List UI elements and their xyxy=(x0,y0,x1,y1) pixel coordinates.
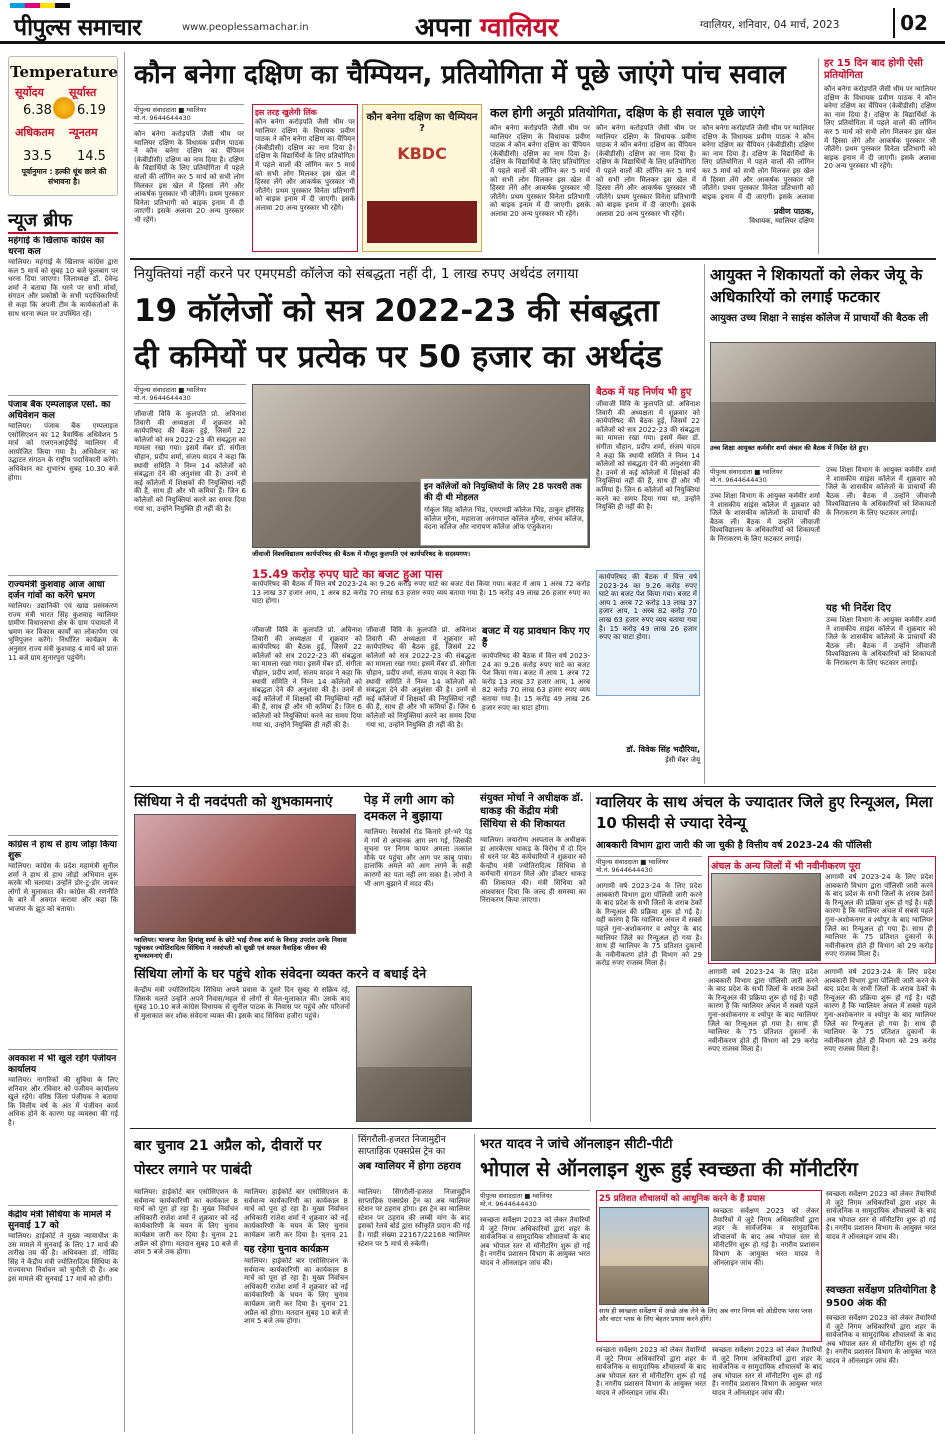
ju-directions-title: यह भी निर्देश दिए xyxy=(826,603,891,614)
cleanliness-byline xyxy=(480,1190,590,1210)
election-right-divider xyxy=(352,1134,353,1434)
ju-byline xyxy=(710,466,820,486)
condolence-photo xyxy=(356,986,472,1122)
brief-body: ग्वालियर। नागरिकों की सुविधा के लिए शनिवार और रविवार को पंजीयन कार्यालय खुले रहेंगे। वरिष्ठ जिला पंजीयक ने बताया कि वित्तीय वर्ष के अंत में पंजीयन कार्य अधिक होने के कारण यह व्यवस्था की गई है। xyxy=(8,1076,118,1127)
kbdc-sidebar-title: हर 15 दिन बाद होगी ऐसी प्रतियोगिता xyxy=(824,58,923,81)
brief-body: ग्वालियर। महंगाई के खिलाफ कांग्रेस द्वारा कल 5 मार्च को सुबह 10 बजे फूलबाग पर धरना दिया जाएगा। जिलाध्यक्ष डॉ. देवेन्द्र शर्मा ने बताया कि धरने पर सभी मोर्चा, संगठन और प्रकोष्ठों के सभी पदाधिकारियों से कहा कि अपनी टीम के कार्यकर्ताओं के साथ धरना स्थल पर उपस्थित रहें। xyxy=(8,258,118,318)
brief-item xyxy=(8,1054,118,1206)
election-schedule-title: यह रहेगा चुनाव कार्यक्रम xyxy=(244,1244,329,1255)
ju-meeting-photo xyxy=(710,342,936,442)
forecast-text: पूर्वानुमान : हल्की धूंध छाने की संभावना है। xyxy=(21,167,107,186)
colleges-overlay-body: गोकुल सिंह कॉलेज भिंड, एमएमडी कॉलेज भिंड, ठाकुर हरिसिंह कॉलेज मुरैना, महाराजा अनंगपाल कॉलेज मुरैना, संभव कॉलेज, वंदना कॉलेज और नारायण कॉलेज ऑफ एजुकेशन। xyxy=(424,506,584,532)
complaint-right-divider xyxy=(590,792,591,1122)
news-brief-title xyxy=(8,208,118,234)
decision-body: जीवाजी विवि के कुलपति प्रो. अविनाश तिवारी की अध्यक्षता में शुक्रवार को कार्यपरिषद की बैठक हुई, जिसमें 22 कॉलेजों को सत्र 2022-23 की संबद्धता का मामला रखा गया। इसमें मेंबर डॉ. संगीता चौहान, प्रदीप शर्मा, संजय यादव ने कहा कि स्थायी समिति ने निम्न 14 कॉलेजों को संबद्धता देने की अनुशंसा की है। उनमें से कई कॉलेजों में शिक्षकों की नियुक्तियां नहीं की हैं, साथ ही और भी कमियां हैं। जिन 6 कॉलेजों को नियुक्तियां करने का समय दिया गया था, उन्होंने नियुक्ति ही नहीं की है। xyxy=(596,400,700,512)
sun-icon xyxy=(53,97,75,119)
decision-quote-name: डॉ. विवेक सिंह भदौरिया, xyxy=(626,745,700,754)
brief-body: ग्वालियर। कांग्रेस के प्रदेश महामंत्री सुनील शर्मा ने हाथ से हाथ जोड़ो अभियान शुरू करके भी चलाया। उन्होंने डोर-टू-डोर जाकर लोगों से मुलाकात की। कांग्रेस की रणनीति के बारे में अवगत कराया और कहा कि भाजपा के झूठ को बताया। xyxy=(8,862,118,913)
brief-body: ग्वालियर। पंजाब बैंक एम्पलाइज एसोसिएशन का 12 त्रैवार्षिक अधिवेशन 5 मार्च को एलएनआईपीई ग्वालियर में आयोजित किया गया है। अधिवेशन का उद्घाटन संगठन के राष्ट्रीय पदाधिकारी करेंगे। अधिवेशन का शुभारंभ सुबह 10.30 बजे होगा। xyxy=(8,422,118,482)
ju-photo-caption: उच्च शिक्षा आयुक्त कर्मवीर शर्मा अंचल की बैठक में निर्देश देते हुए। xyxy=(710,444,936,462)
kbdc-quote-role: विधायक, ग्वालियर दक्षिण xyxy=(749,217,814,225)
ju-directions-body: उच्च शिक्षा विभाग के आयुक्त कर्मवीर शर्मा ने शासकीय साइंस कॉलेज में शुक्रवार को जिले के शासकीय कॉलेजों के प्राचार्यों की बैठक ली। बैठक में उन्होंने जीवाजी विश्वविद्यालय के अधिकारियों को शिकायतों के निराकरण के लिए फटकार लगाई। xyxy=(826,616,936,667)
train-right-divider xyxy=(474,1134,475,1434)
wedding-photo-caption: ग्वालियर। भाजपा नेता हिमांशु शर्मा के छोटे भाई रौनक शर्मा के विवाह उपरांत उनके निवास पहुंचकर ज्योतिरादित्य सिंधिया ने नवदंपती को सुखी एवं सफल वैवाहिक जीवन की शुभकामनाएं दीं। xyxy=(134,936,356,962)
website-url: www.peoplessamachar.in xyxy=(182,22,309,33)
kbdc-promo-box xyxy=(362,104,482,252)
election-body: ग्वालियर। हाईकोर्ट बार एसोसिएशन के सर्वमान्य कार्यकारिणी का कार्यकाल 8 मार्च को पूरा हो रहा है। मुख्य निर्वाचन अधिकारी राजेश शर्मा ने शुक्रवार को नई कार्यकारिणी के चयन के लिए चुनाव कार्यक्रम जारी कर दिया है। चुनाव 21 अप्रैल को होगा। मतदान सुबह 10 बजे से शाम 5 बजे तक होगा। xyxy=(134,1188,238,1257)
masthead-logo: पीपुल्स समाचार xyxy=(14,14,142,41)
complaint-headline: संयुक्त मोर्चा ने अधीक्षक डॉ. धाकड़ की केंद्रीय मंत्री सिंधिया से की शिकायत xyxy=(480,793,584,830)
liquor-byline-text: पीपुल्स संवाददाता ■ ग्वालियर xyxy=(596,858,669,866)
kbdc-promo-strip xyxy=(367,201,477,243)
cleanliness-kicker: भरत यादव ने जांचे ऑनलाइन सीटी-पीटी xyxy=(480,1137,673,1152)
liquor-mobile: मो.नं. 9644644430 xyxy=(596,866,653,874)
train-kicker: सिंगरौली-हजरत निजामुद्दीन साप्ताहिक एक्सप्रेस ट्रेन का xyxy=(358,1135,446,1157)
sunrise-label: सूर्योदय xyxy=(15,86,44,99)
brief-item xyxy=(8,400,118,576)
election-body-cont: ग्वालियर। हाईकोर्ट बार एसोसिएशन के सर्वमान्य कार्यकारिणी का कार्यकाल 8 मार्च को पूरा हो रहा है। मुख्य निर्वाचन अधिकारी राजेश शर्मा ने शुक्रवार को नई कार्यकारिणी के चयन के लिए चुनाव कार्यक्रम जारी कर दिया है। चुनाव 21 xyxy=(244,1188,348,1238)
train-body: ग्वालियर। सिंगरौली-हजरत निजामुद्दीन साप्ताहिक एक्सप्रेस ट्रेन का अब ग्वालियर स्टेशन पर ठहराव होगा। इस ट्रेन का ग्वालियर स्टेशन पर ठहराव की लम्बी मांग के बाद इसको रेलवे बोर्ड द्वारा स्वीकृति प्रदान की गई है। गाड़ी संख्या 22167/22168 ग्वालियर स्टेशन पर 5 मार्च से रुकेगी। xyxy=(358,1188,470,1248)
kbdc-sidebar xyxy=(824,58,936,254)
liquor-subheadline: आबकारी विभाग द्वारा जारी की जा चुकी है वित्तीय वर्ष 2023-24 की पॉलिसी xyxy=(596,840,872,851)
kbdc-byline-text: पीपुल्स संवाददाता ■ ग्वालियर xyxy=(134,106,207,114)
cleanliness-photo-caption: साथ ही स्वच्छता सर्वेक्षण में अच्छे अंक लेने के लिए अब नगर निगम को ओडीएफ प्लस प्लस और वाटर प्लस के लिए बेहतर प्रयास करने होंगे। xyxy=(599,1307,819,1341)
liquor-body-cont: आगामी वर्ष 2023-24 के लिए प्रदेश आबकारी विभाग द्वारा पॉलिसी जारी करने के बाद प्रदेश के सभी जिलों के शराब ठेकों के रिन्यूअल की प्रक्रिया शुरू हो गई है। यही कारण है कि ग्वालियर अंचल में सबसे पहले गुना-अशोकनगर व श्योपुर के बाद ग्वालियर जिले का रिन्यूअल हो गया है। साथ ही ग्वालियर के 75 प्रतिशत दुकानों के नवीनीकरण होते ही विभाग को 29 करोड़ रुपए राजस्व मिला है। xyxy=(708,968,818,1054)
kbdc-sidebar-divider xyxy=(818,58,819,254)
budget-provision xyxy=(482,626,590,780)
masthead-bar xyxy=(0,0,945,44)
scindia-wish-headline: सिंधिया ने दी नवदंपती को शुभकामनाएं xyxy=(134,794,333,810)
cleanliness-headline: भोपाल से ऑनलाइन शुरू हुई स्वच्छता की मॉनीटरिंग xyxy=(480,1157,858,1181)
brief-headline: केंद्रीय मंत्री सिंधिया के मामले में सुनवाई 17 को xyxy=(8,1210,111,1231)
cleanliness-box xyxy=(596,1190,822,1342)
cleanliness-side xyxy=(826,1190,936,1438)
left-column-divider xyxy=(124,52,125,1432)
ju-headline: आयुक्त ने शिकायतों को लेकर जेयू के अधिकारियों को लगाई फटकार xyxy=(710,266,923,306)
liquor-headline: ग्वालियर के साथ अंचल के ज्यादातर जिले हुए रिन्यूअल, मिला 10 फीसदी से ज्यादा रेवेन्यू xyxy=(596,793,933,832)
budget-provision-body: कार्यपरिषद की बैठक में वित्त वर्ष 2023-24 का 9.26 करोड़ रुपए घाटे का बजट पेश किया गया। बजट में आय 1 अरब 72 करोड़ 13 लाख 37 हजार आय, 1 अरब 82 करोड़ 70 लाख 63 हजार रुपए व्यय बताया गया है। 15 करोड़ 49 लाख 26 हजार रुपए का घाटा होगा। xyxy=(482,652,590,712)
ju-byline-text: पीपुल्स संवाददाता ■ ग्वालियर xyxy=(710,468,783,476)
news-brief-label: न्यूज ब्रीफ xyxy=(8,210,73,231)
colleges-right-divider xyxy=(704,264,705,784)
brief-headline: महंगाई के खिलाफ कांग्रेस का धरना कल xyxy=(8,236,105,257)
ju-body: उच्च शिक्षा विभाग के आयुक्त कर्मवीर शर्मा ने शासकीय साइंस कॉलेज में शुक्रवार को जिले के शासकीय कॉलेजों के प्राचार्यों की बैठक ली। बैठक में उन्होंने जीवाजी विश्वविद्यालय के अधिकारियों को शिकायतों के निराकरण के लिए फटकार लगाई। xyxy=(710,492,820,543)
colleges-photo-caption: जीवाजी विश्वविद्यालय कार्यपरिषद की बैठक में मौजूद कुलपति एवं कार्यपरिषद के सदस्यगण। xyxy=(252,550,590,559)
sunset-value: 6.19 xyxy=(77,103,106,118)
kbdc-sidebar-body: कौन बनेगा करोड़पति जैसी थीम पर ग्वालियर दक्षिण के विधायक प्रवीण पाठक ने कौन बनेगा दक्षिण का चैंपियन (केबीडीसी) दक्षिण का नाम दिया है। दक्षिण के विद्यार्थियों के लिए प्रतियोगिता में पहले वालों की लॉगिन कर 5 मार्च को सभी लोग मिलकर इस खेल में हिस्सा लेंगे और आकर्षक पुरस्कार भी जीतेंगे। प्रथम पुरस्कार विनेता प्रतिभागी को बाइक इनाम में दी जाएगी। इसके अलावा 20 अन्य पुरस्कार भी रहेंगे। xyxy=(824,85,936,171)
complaint-body: ग्वालियर। जयारोग्य अस्पताल के अधीक्षक डा आरकेएस धाकड़ के विरोध में दो दिन से धरने पर बैठे कर्मचारियों ने शुक्रवार को केन्द्रीय मंत्री ज्योतिरादित्य सिंधिया से कर्मचारी संगठन मिले और डॉक्टर धाकड़ की शिकायत की। मंत्री सिंधिया को आश्वासन दिया कि जल्द ही समस्या का निराकरण किया जाएगा। xyxy=(480,836,586,905)
brief-headline: पंजाब बैंक एम्पलाइज एसो. का अधिवेशन कल xyxy=(8,400,111,421)
liquor-box-body: आगामी वर्ष 2023-24 के लिए प्रदेश आबकारी विभाग द्वारा पॉलिसी जारी करने के बाद प्रदेश के सभी जिलों के शराब ठेकों के रिन्यूअल की प्रक्रिया शुरू हो गई है। यही कारण है कि ग्वालियर अंचल में सबसे पहले गुना-अशोकनगर व श्योपुर के बाद ग्वालियर जिले का रिन्यूअल हो गया है। साथ ही ग्वालियर के 75 प्रतिशत दुकानों के नवीनीकरण होते ही विभाग को 29 करोड़ रुपए राजस्व मिला है। xyxy=(825,873,933,959)
ju-mobile: मो.नं. 9644644430 xyxy=(710,476,767,484)
section-title-gwalior: ग्वालियर xyxy=(479,13,559,43)
cleanliness-body-cont: स्वच्छता सर्वेक्षण 2023 को लेकर तैयारियों में जुटे निगम अधिकारियों द्वारा शहर के सार्वजनिक व सामुदायिक शौचालयों के बाद अब भोपाल स्तर से मॉनीटरिंग शुरू हो गई है। नगरीय प्रशासन विभाग के आयुक्त भरत यादव ने ऑनलाइन जांच की। xyxy=(596,1346,706,1397)
election-schedule-body: ग्वालियर। हाईकोर्ट बार एसोसिएशन के सर्वमान्य कार्यकारिणी का कार्यकाल 8 मार्च को पूरा हो रहा है। मुख्य निर्वाचन अधिकारी राजेश शर्मा ने शुक्रवार को नई कार्यकारिणी के चयन के लिए चुनाव कार्यक्रम जारी कर दिया है। चुनाव 21 अप्रैल को होगा। मतदान सुबह 10 बजे से शाम 5 बजे तक होगा। xyxy=(244,1257,348,1326)
election-headline: बार चुनाव 21 अप्रैल को, दीवारों पर पोस्टर लगाने पर पाबंदी xyxy=(134,1138,322,1178)
kbdc-body-cont2: कौन बनेगा करोड़पति जैसी थीम पर ग्वालियर दक्षिण के विधायक प्रवीण पाठक ने कौन बनेगा दक्षिण का चैंपियन (केबीडीसी) दक्षिण का नाम दिया है। दक्षिण के विद्यार्थियों के लिए प्रतियोगिता में पहले वालों की लॉगिन कर 5 मार्च को सभी लोग मिलकर इस खेल में हिस्सा लेंगे और आकर्षक पुरस्कार भी जीतेंगे। प्रथम पुरस्कार विनेता प्रतिभागी को बाइक इनाम में दी जाएगी। इसके अलावा 20 अन्य पुरस्कार भी रहेंगे। xyxy=(596,124,696,218)
colleges-byline xyxy=(134,384,246,404)
max-label: अधिकतम xyxy=(15,126,55,139)
temperature-title: Temperature xyxy=(10,63,118,81)
decision-title: बैठक में यह निर्णय भी हुए xyxy=(596,387,692,398)
liquor-shop-photo xyxy=(711,873,821,961)
ju-subheadline: आयुक्त उच्च शिक्षा ने साइंस कॉलेज में प्राचार्यों की बैठक ली xyxy=(710,313,929,324)
cleanliness-side-body-2: स्वच्छता सर्वेक्षण 2023 को लेकर तैयारियों में जुटे निगम अधिकारियों द्वारा शहर के सार्वजनिक व सामुदायिक शौचालयों के बाद अब भोपाल स्तर से मॉनीटरिंग शुरू हो गई है। नगरीय प्रशासन विभाग के आयुक्त भरत यादव ने ऑनलाइन जांच की। xyxy=(826,1314,936,1365)
fire-body: ग्वालियर। रेसकोर्स रोड किनारे हरे-भरे पेड़ में गर्म से अचानक आग लग गई, जिसकी सूचना पर निगम फायर अमला तत्काल मौके पर पहुंचा और आग पर काबू पाया। हालांकि अमले को आग लगने के सही कारणों का पता नहीं लग सका है। लोगों ने भी आग बुझाने में मदद की। xyxy=(364,828,472,888)
temperature-widget xyxy=(8,56,118,196)
budget-body: कार्यपरिषद की बैठक में वित्त वर्ष 2023-24 का 9.26 करोड़ रुपए घाटे का बजट पेश किया गया। बजट में आय 1 अरब 72 करोड़ 13 लाख 37 हजार आय, 1 अरब 82 करोड़ 70 लाख 63 हजार रुपए व्यय बताया गया है। 15 करोड़ 49 लाख 26 हजार रुपए का घाटा होगा। xyxy=(252,580,590,606)
liquor-body-cont2: आगामी वर्ष 2023-24 के लिए प्रदेश आबकारी विभाग द्वारा पॉलिसी जारी करने के बाद प्रदेश के सभी जिलों के शराब ठेकों के रिन्यूअल की प्रक्रिया शुरू हो गई है। यही कारण है कि ग्वालियर अंचल में सबसे पहले गुना-अशोकनगर व श्योपुर के बाद ग्वालियर जिले का रिन्यूअल हो गया है। साथ ही ग्वालियर के 75 प्रतिशत दुकानों के नवीनीकरण होते ही विभाग को 29 करोड़ रुपए राजस्व मिला है। xyxy=(824,968,936,1054)
liquor-byline xyxy=(596,856,702,876)
sunset-label: सूर्यास्त xyxy=(69,86,97,99)
dateline: ग्वालियर, शनिवार, 04 मार्च, 2023 xyxy=(700,19,840,31)
kbdc-mobile: मो.नं. 9644644430 xyxy=(134,114,191,122)
section-title xyxy=(415,8,558,44)
colleges-overlay-box xyxy=(420,478,588,546)
brief-item xyxy=(8,580,118,836)
decision-box xyxy=(596,384,700,780)
brief-body: ग्वालियर। उद्यानिकी एवं खाद्य प्रसंस्करण राज्य मंत्री भारत सिंह कुशवाह ग्वालियर ग्रामीण विधानसभा क्षेत्र के ग्राम पंचायतों में भ्रमण कर विकास कार्यों का लोकार्पण एवं भूमिपूजन करेंगे। निर्धारित कार्यक्रम के अनुसार राज्य मंत्री कुशवाह 4 मार्च को प्रातः 11 बजे ग्राम सुनारपुरा पहुंचेंगे। xyxy=(8,602,118,662)
brief-item xyxy=(8,1210,118,1420)
election-schedule xyxy=(244,1242,348,1438)
colleges-overlay-title: इन कॉलेजों को नियुक्तियों के लिए 28 फरवरी तक की दी थी मोहलत xyxy=(424,482,582,503)
cleanliness-mobile: मो.नं. 9644644430 xyxy=(480,1200,537,1208)
kbdc-link-title: इस तरह खुलेगी लिंक xyxy=(255,108,317,117)
decision-highlight-text: कार्यपरिषद की बैठक में वित्त वर्ष 2023-24 का 9.26 करोड़ रुपए घाटे का बजट पेश किया गया। बजट में आय 1 अरब 72 करोड़ 13 लाख 37 हजार आय, 1 अरब 82 करोड़ 70 लाख 63 हजार रुपए व्यय बताया गया है। 15 करोड़ 49 लाख 26 हजार रुपए का घाटा होगा। xyxy=(599,573,697,642)
colleges-byline-text: पीपुल्स संवाददाता ■ ग्वालियर xyxy=(134,386,207,394)
brief-item xyxy=(8,236,118,396)
kbdc-link-box xyxy=(252,104,358,252)
ju-body-cont: उच्च शिक्षा विभाग के आयुक्त कर्मवीर शर्मा ने शासकीय साइंस कॉलेज में शुक्रवार को जिले के शासकीय कॉलेजों के प्राचार्यों की बैठक ली। बैठक में उन्होंने जीवाजी विश्वविद्यालय के अधिकारियों को शिकायतों के निराकरण के लिए फटकार लगाई। xyxy=(826,466,936,517)
kbdc-quote-name: प्रवीण पाठक, xyxy=(773,207,814,216)
decision-highlight xyxy=(596,570,700,696)
min-label: न्यूनतम xyxy=(69,126,98,139)
brief-item xyxy=(8,840,118,1050)
kbdc-body-cont: कौन बनेगा करोड़पति जैसी थीम पर ग्वालियर दक्षिण के विधायक प्रवीण पाठक ने कौन बनेगा दक्षिण का चैंपियन (केबीडीसी) दक्षिण का नाम दिया है। दक्षिण के विद्यार्थियों के लिए प्रतियोगिता में पहले वालों की लॉगिन कर 5 मार्च को सभी लोग मिलकर इस खेल में हिस्सा लेंगे और आकर्षक पुरस्कार भी जीतेंगे। प्रथम पुरस्कार विनेता प्रतिभागी को बाइक इनाम में दी जाएगी। इसके अलावा 20 अन्य पुरस्कार भी रहेंगे। xyxy=(490,124,590,218)
news-brief-list xyxy=(8,236,118,1436)
colleges-mobile: मो.नं. 9644644430 xyxy=(134,394,191,402)
cleanliness-body: स्वच्छता सर्वेक्षण 2023 को लेकर तैयारियों में जुटे निगम अधिकारियों द्वारा शहर के सार्वजनिक व सामुदायिक शौचालयों के बाद अब भोपाल स्तर से मॉनीटरिंग शुरू हो गई है। नगरीय प्रशासन विभाग के आयुक्त भरत यादव ने ऑनलाइन जांच की। xyxy=(480,1216,590,1267)
page-number: 02 xyxy=(893,8,933,38)
budget-title: 15.49 करोड़ रुपए घाटे का बजट हुआ पास xyxy=(252,567,443,581)
max-value: 33.5 xyxy=(23,149,52,164)
kbdc-headline: कौन बनेगा दक्षिण का चैम्पियन, प्रतियोगिता में पूछे जाएंगे पांच सवाल xyxy=(134,60,786,90)
cleanliness-box-title: 25 प्रतिशत शौचालयों को आधुनिक करने के हैं प्रयास xyxy=(599,1194,766,1204)
liquor-box xyxy=(708,856,936,964)
section-rule xyxy=(130,258,936,260)
ju-directions xyxy=(826,600,936,780)
section-title-apna: अपना xyxy=(415,13,471,43)
cleanliness-byline-text: पीपुल्स संवाददाता ■ ग्वालियर xyxy=(480,1192,553,1200)
kbdc-quote-text: कौन बनेगा करोड़पति जैसी थीम पर ग्वालियर दक्षिण के विधायक प्रवीण पाठक ने कौन बनेगा दक्षिण का चैंपियन (केबीडीसी) दक्षिण का नाम दिया है। दक्षिण के विद्यार्थियों के लिए प्रतियोगिता में पहले वालों की लॉगिन कर 5 मार्च को सभी लोग मिलकर इस खेल में हिस्सा लेंगे और आकर्षक पुरस्कार भी जीतेंगे। प्रथम पुरस्कार विनेता प्रतिभागी को बाइक इनाम में दी जाएगी। इसके अलावा xyxy=(702,124,814,200)
brief-headline: अवकाश में भी खुले रहेंगे पंजीयन कार्यालय xyxy=(8,1054,117,1075)
color-registration-marks xyxy=(10,3,70,8)
condolence-headline: सिंधिया लोगों के घर पहुंचे शोक संवेदना व्यक्त करने व बधाई देने xyxy=(134,966,427,981)
fire-headline: पेड़ में लगी आग को दमकल ने बुझाया xyxy=(364,792,455,823)
sunrise-value: 6.38 xyxy=(23,103,52,118)
section-rule-2 xyxy=(130,786,936,787)
brief-headline: राज्यमंत्री कुशवाह आज आधा दर्जन गांवों का करेंगे भ्रमण xyxy=(8,580,105,601)
colleges-kicker: नियुक्तियां नहीं करने पर एमएमडी कॉलेज को संबद्धता नहीं दी, 1 लाख रुपए अर्थदंड लगाया xyxy=(134,266,579,282)
wedding-photo xyxy=(134,814,356,934)
decision-quote-role: ईसी मेंबर जेयू xyxy=(665,756,700,764)
kbdc-subheadline: कल होगी अनूठी प्रतियोगिता, दक्षिण के ही सवाल पूछे जाएंगे xyxy=(490,105,765,120)
brief-body: ग्वालियर। हाईकोर्ट ने मुख्य न्यायाधीश के उस मामले में सुनवाई के लिए 17 मार्च की तारीख तय की है। अधिवक्ता डॉ. गोविंद सिंह ने केंद्रीय मंत्री ज्योतिरादित्य सिंधिया के राज्यसभा निर्वाचन को चुनौती दी है। अब इस मामले की सुनवाई 17 मार्च को होगी। xyxy=(8,1232,118,1283)
kbdc-link-body: कौन बनेगा करोड़पति जैसी थीम पर ग्वालियर दक्षिण के विधायक प्रवीण पाठक ने कौन बनेगा दक्षिण का चैंपियन (केबीडीसी) दक्षिण का नाम दिया है। दक्षिण के विद्यार्थियों के लिए प्रतियोगिता में पहले वालों की लॉगिन कर 5 मार्च को सभी लोग मिलकर इस खेल में हिस्सा लेंगे और आकर्षक पुरस्कार भी जीतेंगे। प्रथम पुरस्कार विनेता प्रतिभागी को बाइक इनाम में दी जाएगी। इसके अलावा 20 अन्य पुरस्कार भी रहेंगे। xyxy=(255,118,355,212)
colleges-body: जीवाजी विवि के कुलपति प्रो. अविनाश तिवारी की अध्यक्षता में शुक्रवार को कार्यपरिषद की बैठक हुई, जिसमें 22 कॉलेजों को सत्र 2022-23 की संबद्धता का मामला रखा गया। इसमें मेंबर डॉ. संगीता चौहान, प्रदीप शर्मा, संजय यादव ने कहा कि स्थायी समिति ने निम्न 14 कॉलेजों को संबद्धता देने की अनुशंसा की है। उनमें से कई कॉलेजों में शिक्षकों की नियुक्तियां नहीं की हैं, साथ ही और भी कमियां हैं। जिन 6 कॉलेजों को नियुक्तियां करने का समय दिया गया था, उन्होंने नियुक्ति ही नहीं की है। xyxy=(134,410,246,513)
liquor-body: आगामी वर्ष 2023-24 के लिए प्रदेश आबकारी विभाग द्वारा पॉलिसी जारी करने के बाद प्रदेश के सभी जिलों के शराब ठेकों के रिन्यूअल की प्रक्रिया शुरू हो गई है। यही कारण है कि ग्वालियर अंचल में सबसे पहले गुना-अशोकनगर व श्योपुर के बाद ग्वालियर जिले का रिन्यूअल हो गया है। साथ ही ग्वालियर के 75 प्रतिशत दुकानों के नवीनीकरण होते ही विभाग को 29 करोड़ रुपए राजस्व मिला है। xyxy=(596,882,702,968)
kbdc-logo: KBDC xyxy=(397,144,447,163)
colleges-body-cont: जीवाजी विवि के कुलपति प्रो. अविनाश तिवारी की अध्यक्षता में शुक्रवार को कार्यपरिषद की बैठक हुई, जिसमें 22 कॉलेजों को सत्र 2022-23 की संबद्धता का मामला रखा गया। इसमें मेंबर डॉ. संगीता चौहान, प्रदीप शर्मा, संजय यादव ने कहा कि स्थायी समिति ने निम्न 14 कॉलेजों को संबद्धता देने की अनुशंसा की है। उनमें से कई कॉलेजों में शिक्षकों की नियुक्तियां नहीं की हैं, साथ ही और भी कमियां हैं। जिन 6 कॉलेजों को नियुक्तियां करने का समय दिया गया था, उन्होंने नियुक्ति ही नहीं की है। xyxy=(252,626,362,729)
colleges-body-cont2: जीवाजी विवि के कुलपति प्रो. अविनाश तिवारी की अध्यक्षता में शुक्रवार को कार्यपरिषद की बैठक हुई, जिसमें 22 कॉलेजों को सत्र 2022-23 की संबद्धता का मामला रखा गया। इसमें मेंबर डॉ. संगीता चौहान, प्रदीप शर्मा, संजय यादव ने कहा कि स्थायी समिति ने निम्न 14 कॉलेजों को संबद्धता देने की अनुशंसा की है। उनमें से कई कॉलेजों में शिक्षकों की नियुक्तियां नहीं की हैं, साथ ही और भी कमियां हैं। जिन 6 कॉलेजों को नियुक्तियां करने का समय दिया गया था, उन्होंने नियुक्ति ही नहीं की है। xyxy=(366,626,476,729)
train-headline: अब ग्वालियर में होगा ठहराव xyxy=(358,1161,461,1172)
brief-headline: कांग्रेस ने हाथ से हाथ जोड़ा किया शुरू xyxy=(8,840,117,861)
toilet-building-photo xyxy=(599,1207,709,1305)
cleanliness-side-title: स्वच्छता सर्वेक्षण प्रतियोगिता है 9500 अंक की xyxy=(826,1285,936,1309)
budget-provision-title: बजट में यह प्रावधान किए गए हैं xyxy=(482,626,590,649)
cleanliness-body-cont2: स्वच्छता सर्वेक्षण 2023 को लेकर तैयारियों में जुटे निगम अधिकारियों द्वारा शहर के सार्वजनिक व सामुदायिक शौचालयों के बाद अब भोपाल स्तर से मॉनीटरिंग शुरू हो गई है। नगरीय प्रशासन विभाग के आयुक्त भरत यादव ने ऑनलाइन जांच की। xyxy=(712,1346,822,1397)
cleanliness-box-body: स्वच्छता सर्वेक्षण 2023 को लेकर तैयारियों में जुटे निगम अधिकारियों द्वारा शहर के सार्वजनिक व सामुदायिक शौचालयों के बाद अब भोपाल स्तर से मॉनीटरिंग शुरू हो गई है। नगरीय प्रशासन विभाग के आयुक्त भरत यादव ने ऑनलाइन जांच की। xyxy=(713,1207,819,1267)
colleges-headline: 19 कॉलेजों को सत्र 2022-23 की संबद्धता दी कमियों पर प्रत्येक पर 50 हजार का अर्थदंड xyxy=(134,293,662,375)
min-value: 14.5 xyxy=(77,149,106,164)
kbdc-body: कौन बनेगा करोड़पति जैसी थीम पर ग्वालियर दक्षिण के विधायक प्रवीण पाठक ने कौन बनेगा दक्षिण का चैंपियन (केबीडीसी) दक्षिण का नाम दिया है। दक्षिण के विद्यार्थियों के लिए प्रतियोगिता में पहले वालों की लॉगिन कर 5 मार्च को सभी लोग मिलकर इस खेल में हिस्सा लेंगे और आकर्षक पुरस्कार भी जीतेंगे। प्रथम पुरस्कार विनेता प्रतिभागी को बाइक इनाम में दी जाएगी। इसके अलावा 20 अन्य पुरस्कार भी रहेंगे। xyxy=(134,130,244,224)
liquor-box-title: अंचल के अन्य जिलों में भी नवीनीकरण पूरा xyxy=(711,861,861,872)
kbdc-quote xyxy=(702,124,814,250)
cleanliness-side-body: स्वच्छता सर्वेक्षण 2023 को लेकर तैयारियों में जुटे निगम अधिकारियों द्वारा शहर के सार्वजनिक व सामुदायिक शौचालयों के बाद अब भोपाल स्तर से मॉनीटरिंग शुरू हो गई है। नगरीय प्रशासन विभाग के आयुक्त भरत यादव ने ऑनलाइन जांच की। xyxy=(826,1190,936,1241)
kbdc-byline xyxy=(134,104,244,124)
section-rule-3 xyxy=(130,1128,936,1129)
condolence-body: केन्द्रीय मंत्री ज्योतिरादित्य सिंधिया अपने प्रवास के दूसरे दिन सुबह से सक्रिय रहे, जिसके चलते उन्होंने अपने निवास/महल से लोगों से मेल-मुलाकात की। उसके बाद सुबह 10.10 बजे कांग्रेस विधायक से सुनील पाठक के निवास पर पहुंचे और परिजनों से मुलाकात कर शोक संवेदना व्यक्त की। इसके बाद सिंधिया हजीरा पहुंचे। xyxy=(134,986,350,1020)
kbdc-promo-title: कौन बनेगा दक्षिण का चैम्पियन ? xyxy=(366,112,478,134)
